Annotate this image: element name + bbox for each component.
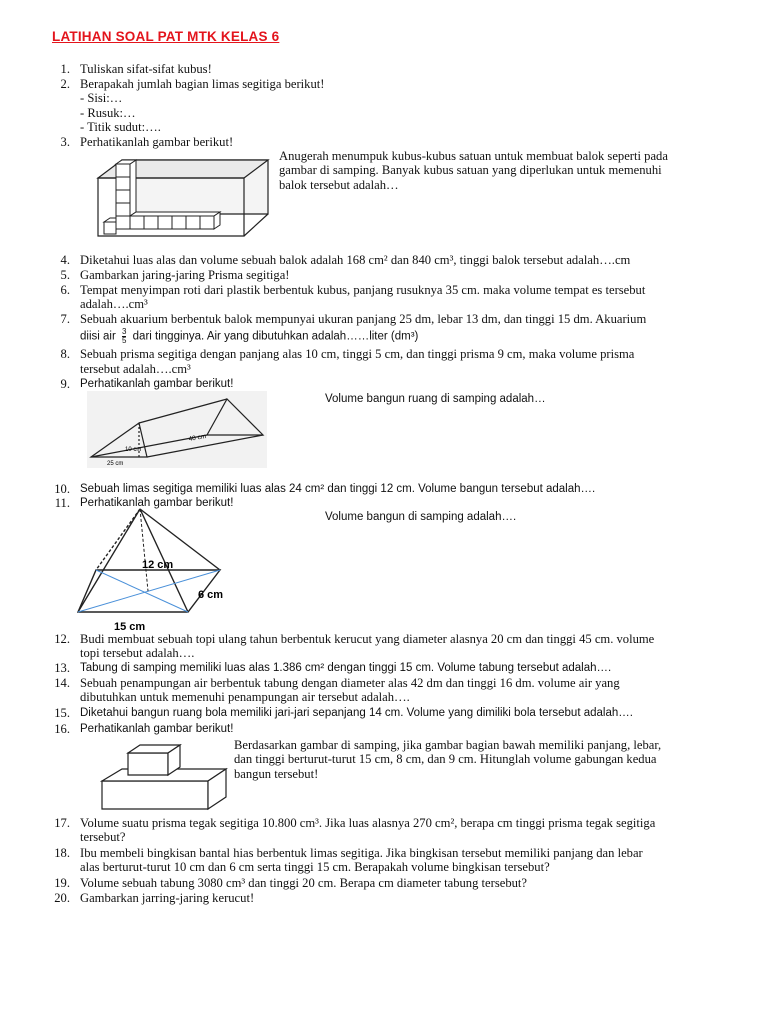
question-number: 17. xyxy=(54,816,70,830)
question-text: dibutuhkan untuk memenuhi penampungan air tersebut adalah…. xyxy=(80,690,410,704)
q11-side-text: Volume bangun di samping adalah…. xyxy=(325,511,517,523)
question-number: 11. xyxy=(54,496,70,510)
fraction-numerator: 3 xyxy=(122,327,127,336)
question-text: Volume sebuah tabung 3080 cm³ dan tinggi 20 cm. Berapa cm diameter tabung tersebut? xyxy=(80,876,528,890)
question-number: 5. xyxy=(60,268,70,282)
question-text: Gambarkan jarring-jaring kerucut! xyxy=(80,891,255,905)
question-text: Perhatikanlah gambar berikut! xyxy=(80,135,234,149)
question-text: Budi membuat sebuah topi ulang tahun berbentuk kerucut yang diameter alasnya 20 cm dan tinggi 45 cm. volume xyxy=(80,632,655,646)
q7-line-2 xyxy=(80,328,418,345)
question-text: Volume suatu prisma tegak segitiga 10.800 cm³. Jika luas alasnya 270 cm², berapa cm tinggi prisma tegak segitiga xyxy=(80,816,656,830)
question-text: Perhatikanlah gambar berikut! xyxy=(80,723,234,735)
question-text: tersebut adalah….cm³ xyxy=(80,362,191,376)
question-number: 9. xyxy=(60,377,70,391)
question-text: - Sisi:… xyxy=(80,91,123,105)
question-text: Tempat menyimpan roti dari plastik berbentuk kubus, panjang rusuknya 35 cm. maka volume tempat es tersebut xyxy=(80,283,646,297)
question-text: topi tersebut adalah…. xyxy=(80,646,195,660)
question-number: 12. xyxy=(54,632,70,646)
question-text: Diketahui bangun ruang bola memiliki jari-jari sepanjang 14 cm. Volume yang dimiliki bola tersebut adalah…. xyxy=(80,707,633,719)
question-text: Gambarkan jaring-jaring Prisma segitiga! xyxy=(80,268,290,282)
question-text: Sebuah limas segitiga memiliki luas alas 24 cm² dan tinggi 12 cm. Volume bangun tersebut adalah…. xyxy=(80,483,596,495)
question-text: - Titik sudut:…. xyxy=(80,120,161,134)
question-number: 1. xyxy=(60,62,70,76)
fig9-label-length: 40 cm xyxy=(188,433,207,443)
question-text: tersebut? xyxy=(80,830,126,844)
question-number: 4. xyxy=(60,253,70,267)
question-number: 7. xyxy=(60,312,70,326)
fig9-label-base: 25 cm xyxy=(107,461,124,467)
q9-side-text: Volume bangun ruang di samping adalah… xyxy=(325,393,546,405)
question-text: adalah….cm³ xyxy=(80,297,148,311)
question-number: 3. xyxy=(60,135,70,149)
question-text: Sebuah akuarium berbentuk balok mempunyai ukuran panjang 25 dm, lebar 13 dm, dan tinggi 15 dm. Akuarium xyxy=(80,312,647,326)
question-text: Perhatikanlah gambar berikut! xyxy=(80,497,234,509)
question-text: Tabung di samping memiliki luas alas 1.386 cm² dengan tinggi 15 cm. Volume tabung tersebut adalah…. xyxy=(80,662,612,674)
question-number: 8. xyxy=(60,347,70,361)
question-text: alas berturut-turut 10 cm dan 6 cm serta tinggi 15 cm. Berapakah volume bingkisan tersebut? xyxy=(80,860,550,874)
question-text: Berapakah jumlah bagian limas segitiga berikut! xyxy=(80,77,325,91)
question-number: 15. xyxy=(54,706,70,720)
question-number: 14. xyxy=(54,676,70,690)
fig11-label-height: 12 cm xyxy=(142,559,174,571)
fig11-label-width: 6 cm xyxy=(198,589,224,601)
q3-side-line: gambar di samping. Banyak kubus satuan yang diperlukan untuk memenuhi xyxy=(279,163,662,178)
fraction-denominator: 5 xyxy=(122,336,127,345)
question-number: 2. xyxy=(60,77,70,91)
question-number: 18. xyxy=(54,846,70,860)
question-text: Ibu membeli bingkisan bantal hias berbentuk limas segitiga. Jika bingkisan tersebut memiliki panjang dan lebar xyxy=(80,846,643,860)
q3-side-line: Anugerah menumpuk kubus-kubus satuan untuk membuat balok seperti pada xyxy=(279,149,668,163)
fig11-label-length: 15 cm xyxy=(114,621,146,633)
fraction xyxy=(122,328,126,345)
fig9-label-height: 10 cm xyxy=(125,447,142,453)
q16-side-line: Berdasarkan gambar di samping, jika gambar bagian bawah memiliki panjang, lebar, xyxy=(234,738,662,752)
question-number: 10. xyxy=(54,482,70,496)
q7-pre: diisi air xyxy=(80,330,116,343)
question-number: 13. xyxy=(54,661,70,675)
question-text: Diketahui luas alas dan volume sebuah balok adalah 168 cm² dan 840 cm³, tinggi balok tersebut adalah….cm xyxy=(80,253,631,267)
question-number: 16. xyxy=(54,722,70,736)
question-text: Tuliskan sifat-sifat kubus! xyxy=(80,62,212,76)
question-text: Sebuah prisma segitiga dengan panjang alas 10 cm, tinggi 5 cm, dan tinggi prisma 9 cm, maka volume prisma xyxy=(80,347,635,361)
cube-box-figure xyxy=(92,150,272,246)
question-number: 20. xyxy=(54,891,70,905)
q7-post: dari tingginya. Air yang dibutuhkan adalah……liter (dm³) xyxy=(132,330,419,343)
q3-side-text xyxy=(279,149,668,192)
q3-side-line: balok tersebut adalah… xyxy=(279,177,399,192)
pyramid-figure xyxy=(62,506,252,634)
question-text: - Rusuk:… xyxy=(80,106,136,120)
q16-side-line: dan tinggi berturut-turut 15 cm, 8 cm, dan 9 cm. Hitunglah volume gabungan kedua xyxy=(234,752,657,767)
triangular-prism-figure xyxy=(87,391,267,468)
q16-side-text xyxy=(234,738,661,781)
stacked-boxes-figure xyxy=(98,741,230,813)
q16-side-line: bangun tersebut! xyxy=(234,766,319,781)
question-number: 19. xyxy=(54,876,70,890)
page-title: LATIHAN SOAL PAT MTK KELAS 6 xyxy=(52,29,280,44)
question-number: 6. xyxy=(60,283,70,297)
question-text: Sebuah penampungan air berbentuk tabung dengan diameter alas 42 dm dan tinggi 16 dm. volume air yang xyxy=(80,676,620,690)
question-text: Perhatikanlah gambar berikut! xyxy=(80,378,234,390)
